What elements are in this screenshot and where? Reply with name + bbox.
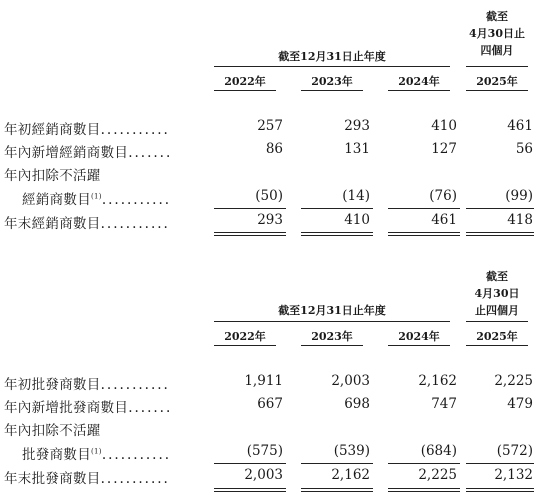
cell-value: 418	[507, 212, 533, 228]
cell-value: 461	[507, 118, 533, 134]
year-header: 2022年	[224, 75, 266, 88]
cell-value: 293	[257, 212, 283, 228]
total-rule	[214, 232, 286, 233]
cell-value: 1,911	[244, 373, 283, 389]
group-header: 截至12月31日止年度	[278, 304, 386, 317]
cell-value: 667	[257, 396, 283, 412]
total-rule	[388, 235, 460, 236]
cell-value: 461	[431, 212, 457, 228]
cell-value: 131	[344, 141, 370, 157]
year-header-rule	[214, 90, 276, 91]
cell-value: 2,225	[418, 467, 457, 483]
subtotal-rule	[214, 208, 286, 209]
total-rule	[301, 488, 373, 489]
row-label: 年末經銷商數目...........	[4, 216, 170, 232]
cell-value: 747	[431, 396, 457, 412]
col4-header-line1: 截至	[486, 270, 508, 283]
row-label: 年內新增批發商數目.......	[4, 400, 173, 416]
cell-value: (14)	[342, 188, 370, 204]
cell-value: (76)	[429, 188, 457, 204]
cell-value: 2,225	[494, 373, 533, 389]
cell-value: (99)	[505, 188, 533, 204]
subtotal-rule	[466, 208, 534, 209]
row-label: 經銷商數目$^{(1)}$...........	[22, 192, 172, 208]
total-rule	[301, 491, 373, 492]
row-label: 批發商數目$^{(1)}$...........	[22, 447, 172, 463]
total-rule	[466, 232, 534, 233]
year-header: 2023年	[311, 330, 353, 343]
subtotal-rule	[214, 463, 286, 464]
cell-value: 257	[257, 118, 283, 134]
cell-value: 2,003	[331, 373, 370, 389]
year-header: 2024年	[398, 75, 440, 88]
subtotal-rule	[301, 208, 373, 209]
total-rule	[388, 232, 460, 233]
cell-value: 698	[344, 396, 370, 412]
row-label: 年末批發商數目...........	[4, 471, 170, 487]
col4-header-line3: 止四個月	[475, 304, 519, 317]
total-rule	[466, 488, 534, 489]
total-rule	[301, 232, 373, 233]
group-header-rule	[214, 321, 450, 322]
cell-value: 86	[265, 141, 283, 157]
subtotal-rule	[388, 208, 460, 209]
group-header: 截至12月31日止年度	[278, 50, 386, 63]
cell-value: (575)	[246, 443, 283, 459]
subtotal-rule	[466, 463, 534, 464]
total-rule	[301, 235, 373, 236]
total-rule	[466, 491, 534, 492]
row-label: 年內扣除不活躍	[4, 423, 101, 439]
total-rule	[214, 491, 286, 492]
cell-value: 2,003	[244, 467, 283, 483]
total-rule	[214, 235, 286, 236]
cell-value: 293	[344, 118, 370, 134]
group-header-rule	[214, 66, 450, 67]
year-header: 2025年	[476, 75, 518, 88]
total-rule	[214, 488, 286, 489]
row-label: 年初經銷商數目...........	[4, 122, 170, 138]
row-label: 年內扣除不活躍	[4, 168, 101, 184]
subtotal-rule	[388, 463, 460, 464]
cell-value: 410	[344, 212, 370, 228]
cell-value: 56	[515, 141, 533, 157]
col4-header-line2: 4月30日	[474, 287, 520, 300]
cell-value: 127	[431, 141, 457, 157]
year-header-rule	[301, 345, 363, 346]
row-label: 年內新增經銷商數目.......	[4, 145, 173, 161]
cell-value: 2,162	[418, 373, 457, 389]
total-rule	[388, 491, 460, 492]
col4-header-line1: 截至	[486, 10, 508, 23]
subtotal-rule	[301, 463, 373, 464]
col4-header-line3: 四個月	[480, 44, 514, 57]
year-header-rule	[388, 345, 450, 346]
total-rule	[466, 235, 534, 236]
year-header-rule	[466, 345, 528, 346]
cell-value: (572)	[496, 443, 533, 459]
cell-value: (50)	[255, 188, 283, 204]
year-header: 2025年	[476, 330, 518, 343]
cell-value: 479	[507, 396, 533, 412]
col4-header-line2: 4月30日止	[469, 27, 525, 40]
year-header: 2023年	[311, 75, 353, 88]
year-header-rule	[214, 345, 276, 346]
year-header: 2022年	[224, 330, 266, 343]
cell-value: (684)	[420, 443, 457, 459]
col4-header-rule	[466, 321, 528, 322]
cell-value: (539)	[333, 443, 370, 459]
year-header-rule	[388, 90, 450, 91]
year-header-rule	[466, 90, 528, 91]
year-header-rule	[301, 90, 363, 91]
col4-header-rule	[466, 66, 528, 67]
row-label: 年初批發商數目...........	[4, 377, 170, 393]
year-header: 2024年	[398, 330, 440, 343]
cell-value: 2,132	[494, 467, 533, 483]
cell-value: 2,162	[331, 467, 370, 483]
total-rule	[388, 488, 460, 489]
cell-value: 410	[431, 118, 457, 134]
